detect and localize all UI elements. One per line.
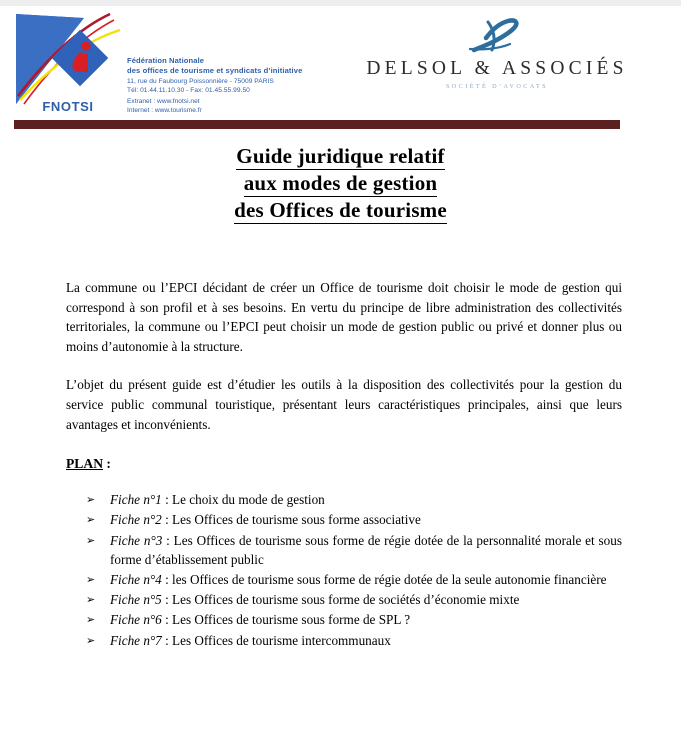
plan-heading-word: PLAN bbox=[66, 456, 104, 472]
list-item[interactable] bbox=[86, 631, 622, 650]
list-item[interactable] bbox=[86, 490, 622, 509]
page-title-line-2: aux modes de gestion bbox=[243, 171, 438, 195]
arrow-bullet-icon: ➢ bbox=[86, 613, 96, 627]
fiche-label: Fiche n°4 bbox=[110, 571, 162, 587]
list-item[interactable] bbox=[86, 510, 622, 529]
fiche-text: : Les Offices de tourisme sous forme de sociétés d’économie mixte bbox=[161, 592, 520, 608]
arrow-bullet-icon: ➢ bbox=[86, 513, 96, 527]
fiche-label: Fiche n°1 bbox=[110, 492, 162, 508]
delsol-name: DELSOL & ASSOCIÉS bbox=[366, 58, 628, 79]
fnotsi-logo bbox=[14, 12, 122, 116]
page-title-line-1: Guide juridique relatif bbox=[236, 144, 445, 168]
fiche-text: : Les Offices de tourisme sous forme de régie dotée de la personnalité morale et sous forme d’établissement public bbox=[110, 532, 622, 567]
arrow-bullet-icon: ➢ bbox=[86, 633, 96, 647]
arrow-bullet-icon: ➢ bbox=[86, 572, 96, 586]
plan-heading bbox=[66, 456, 622, 472]
delsol-tagline: SOCIÉTÉ D’AVOCATS bbox=[445, 83, 549, 90]
fiche-text: : les Offices de tourisme sous forme de régie dotée de la seule autonomie financière bbox=[161, 571, 607, 587]
list-item[interactable] bbox=[86, 531, 622, 569]
delsol-logo bbox=[352, 16, 642, 90]
list-item[interactable] bbox=[86, 610, 622, 629]
fiche-text: : Les Offices de tourisme sous forme associative bbox=[161, 512, 421, 528]
fiche-label: Fiche n°2 bbox=[110, 512, 162, 528]
fnotsi-address: 11, rue du Faubourg Poissonnière - 75009 PARIS bbox=[127, 78, 274, 85]
fnotsi-extranet: Extranet : www.fnotsi.net bbox=[127, 98, 200, 106]
arrow-bullet-icon: ➢ bbox=[86, 533, 96, 547]
list-item[interactable] bbox=[86, 570, 622, 589]
fnotsi-title-line2: des offices de tourisme et syndicats d’initiative bbox=[127, 65, 303, 75]
fiche-label: Fiche n°6 bbox=[110, 612, 162, 628]
page-title-line-3: des Offices de tourisme bbox=[234, 198, 447, 222]
plan-list bbox=[66, 490, 622, 650]
intro-paragraph-2: L’objet du présent guide est d’étudier les outils à la disposition des collectivités pour la gestion du service public communal touristique, présentant leurs caractéristiques principales, ainsi que leurs avantages et inconvénients. bbox=[66, 377, 622, 432]
fnotsi-logo-graphic bbox=[14, 12, 122, 116]
plan-heading-colon: : bbox=[103, 456, 111, 472]
arrow-bullet-icon: ➢ bbox=[86, 593, 96, 607]
fiche-text: : Les Offices de tourisme intercommunaux bbox=[161, 632, 391, 648]
page-title bbox=[0, 143, 681, 224]
fiche-text: : Les Offices de tourisme sous forme de SPL ? bbox=[161, 612, 411, 628]
fiche-label: Fiche n°3 bbox=[110, 532, 163, 548]
header-divider-rule bbox=[14, 120, 620, 129]
fnotsi-internet: Internet : www.tourisme.fr bbox=[127, 106, 202, 114]
arrow-bullet-icon: ➢ bbox=[86, 493, 96, 507]
fnotsi-title-line1: Fédération Nationale bbox=[127, 56, 205, 65]
intro-paragraph-1: La commune ou l’EPCI décidant de créer un Office de tourisme doit choisir le mode de gestion qui correspond à son profil et à ses besoins. En vertu du principe de libre administration des collectivités territoriales, la commune ou l’EPCI peut choisir un mode de gestion public ou privé et donner plus ou moins d’autonomie à la structure. bbox=[66, 280, 622, 354]
fnotsi-phone: Tél: 01.44.11.10.30 - Fax: 01.45.55.99.50 bbox=[127, 86, 250, 94]
document-body bbox=[66, 278, 622, 651]
fiche-text: : Le choix du mode de gestion bbox=[161, 492, 325, 508]
document-header bbox=[0, 6, 681, 116]
fiche-label: Fiche n°7 bbox=[110, 632, 162, 648]
fnotsi-wordmark: FNOTSI bbox=[42, 99, 94, 114]
fnotsi-text-block bbox=[127, 56, 342, 115]
delsol-monogram-icon bbox=[458, 16, 536, 56]
fiche-label: Fiche n°5 bbox=[110, 592, 162, 608]
list-item[interactable] bbox=[86, 590, 622, 609]
